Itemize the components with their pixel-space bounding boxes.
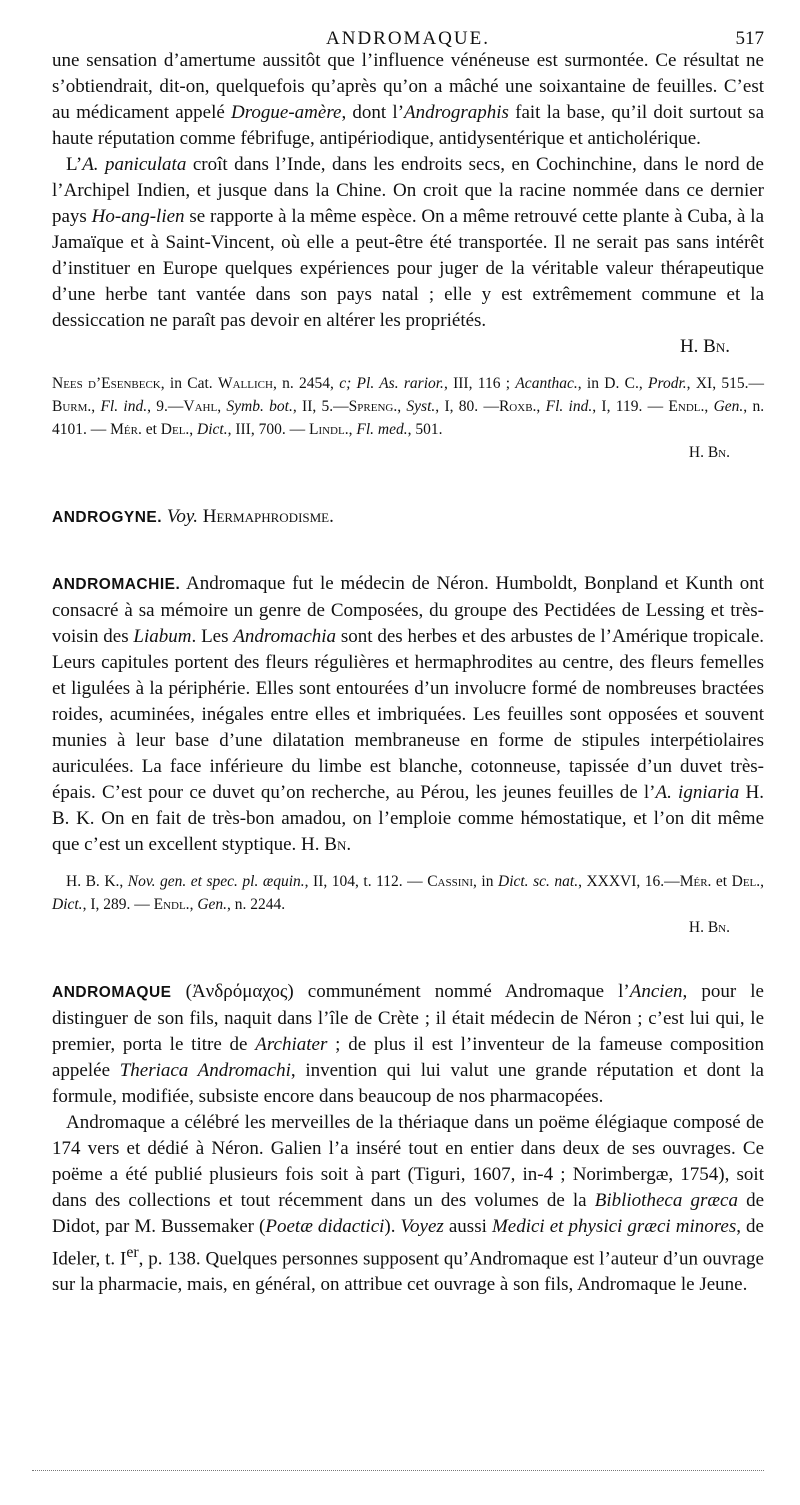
andrographis-bibliography <box>52 372 764 441</box>
entry-andromachie: ANDROMACHIE. Andromaque fut le médecin de Néron. Humboldt, Bonpland et Kunth ont consacré à sa mémoire un genre de Composées, du groupe des Pectidées de Lessing et très-voisin des Liabum. Les Andromachia sont des herbes et des arbustes de l’Amérique tropicale. Leurs capitules portent des fleurs régulières et hermaphrodites au centre, des fleurs femelles et ligulées à la périphérie. Elles sont entourées d’un involucre formé de nombreuses bractées roides, acuminées, inégales entre elles et imbriquées. Les feuilles sont opposées et souvent munies à leur base d’une dilatation membraneuse en forme de stipules interpétiolaires auriculées. La face inférieure du limbe est blanche, cotonneuse, tapissée d’un duvet très-épais. C’est pour ce duvet qu’on recherche, au Pérou, les jeunes feuilles de l’A. igniaria H. B. K. On en fait de très-bon amadou, on l’emploie comme hémostatique, et l’on dit même que c’est un excellent styptique. H. Bn. <box>52 573 765 855</box>
page-number: 517 <box>735 28 764 49</box>
andromachie-bibliography-signature: H. Bn. <box>688 919 730 936</box>
andromaque-paragraph-2: Andromaque a célébré les merveilles de la thériaque dans un poëme élégiaque composé de 174 vers et dédié à Néron. Galien l’a inséré tout en entier dans deux de ses ouvrages. Ce poëme a été publié plusieurs fois soit à part (Tiguri, 1607, in-4 ; Norimbergæ, 1754), soit dans des collections et tout récemment dans un des volumes de la Bibliotheca græca de Didot, par M. Bussemaker (Poetæ didactici). Voyez aussi Medici et physici græci minores, de Ideler, t. Ier, p. 138. Quelques personnes supposent qu’Andromaque est l’auteur d’un ouvrage sur la pharmacie, mais, en général, on attribue cet ouvrage à son fils, Andromaque le Jeune. <box>52 1112 765 1296</box>
voy-link-label: Voy. <box>166 506 198 527</box>
andrographis-paragraph-2: L’A. paniculata croît dans l’Inde, dans les endroits secs, en Cochinchine, dans le nord de l’Archipel Indien, et jusque dans la Chine. On croit que la racine nommée dans ce dernier pays Ho-ang-lien se rapporte à la même espèce. On a même retrouvé cette plante à Cuba, à la Jamaïque et à Saint-Vincent, où elle a peut-être été transportée. Il ne serait pas sans intérêt d’instituer en Europe quelques expériences pour juger de la véritable valeur thérapeutique d’une herbe tant vantée dans son pays natal ; elle y est extrêmement commune et la dessiccation ne paraît pas devoir en altérer les propriétés. <box>52 154 765 331</box>
andromachie-bibliography <box>52 870 764 916</box>
andrographis-paragraph-1: une sensation d’amertume aussitôt que l’influence vénéneuse est surmontée. Ce résultat ne s’obtiendrait, dit-on, quelquefois qu’après qu’on a mâché une soixantaine de feuilles. C’est au médicament appelé Drogue-amère, dont l’Andrographis fait la base, qu’il doit surtout sa haute réputation comme fébrifuge, antipériodique, antidysentérique et anticholérique. <box>52 50 765 149</box>
andromachie-signature: H. Bn. <box>301 834 352 855</box>
bottom-dotted-rule <box>32 1470 764 1471</box>
entry-andromaque: ANDROMAQUE (Ἀνδρόμαχος) communément nommé Andromaque l’Ancien, pour le distinguer de son fils, naquit dans l’île de Crète ; il était médecin de Néron ; c’est lui qui, le premier, porta le titre de Archiater ; de plus il est l’inventeur de la fameuse composition appelée Theriaca Andromachi, invention qui lui valut une grande réputation et dont la formule, modifiée, subsiste encore dans beaucoup de nos pharmacopées. <box>52 981 764 1107</box>
headword-andromachie: ANDROMACHIE. <box>52 576 181 593</box>
entry-androgyne <box>52 504 764 531</box>
andrographis-bibliography-text: Nees d’Esenbeck, in Cat. Wallich, n. 2454, c; Pl. As. rarior., III, 116 ; Acanthac., in D. C., Prodr., XI, 515.—Burm., Fl. ind., 9.—Vahl, Symb. bot., II, 5.—Spreng., Syst., I, 80. —Roxb., Fl. ind., I, 119. — Endl., Gen., n. 4101. — Mér. et Del., Dict., III, 700. — Lindl., Fl. med., 501. <box>52 375 765 438</box>
andrographis-bibliography-signature: H. Bn. <box>688 444 730 461</box>
andromachie-bibliography-text: H. B. K., Nov. gen. et spec. pl. æquin., II, 104, t. 112. — Cassini, in Dict. sc. nat., XXXVI, 16.—Mér. et Del., Dict., I, 289. — Endl., Gen., n. 2244. <box>52 873 765 913</box>
headword-androgyne: ANDROGYNE. <box>52 509 163 526</box>
headword-andromaque: ANDROMAQUE <box>52 984 172 1001</box>
running-head <box>52 0 764 48</box>
cross-reference: Hermaphrodisme. <box>202 506 334 527</box>
andrographis-signature: H. Bn. <box>679 336 730 357</box>
running-head-title: ANDROMAQUE. <box>326 28 490 49</box>
